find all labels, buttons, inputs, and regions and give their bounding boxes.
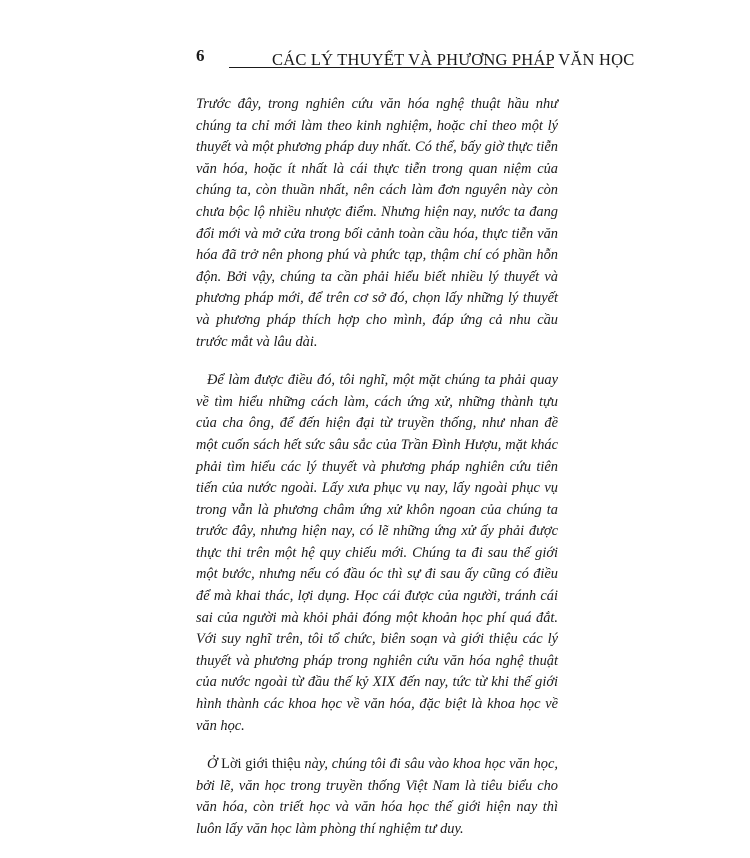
- paragraph-3-emphasis: Lời giới thiệu: [221, 756, 301, 773]
- header-rule: [229, 67, 554, 68]
- paragraph-3-prefix: Ở: [207, 756, 222, 773]
- paragraph-1: Trước đây, trong nghiên cứu văn hóa nghệ thuật hầu như chúng ta chỉ mới làm theo kinh nghiệm, hoặc chỉ theo một lý thuyết và một phương pháp duy nhất. Có thể, bấy giờ thực tiễn văn hóa, hoặc ít nhất là cái thực tiễn trong quan niệm của chúng ta, còn thuần nhất, nên cách làm đơn nguyên này còn chưa bộc lộ nhiều nhược điểm. Nhưng hiện nay, nước ta đang đổi mới và mở cửa trong bối cảnh toàn cầu hóa, thực tiễn văn hóa đã trở nên phong phú và phức tạp, thậm chí có phần hỗn độn. Bởi vậy, chúng ta cần phải hiểu biết nhiều lý thuyết và phương pháp mới, để trên cơ sở đó, chọn lấy những lý thuyết và phương pháp thích hợp cho mình, đáp ứng cả nhu cầu trước mắt và lâu dài.: [196, 96, 558, 350]
- page-number: 6: [196, 46, 205, 65]
- body-text: [196, 94, 558, 858]
- paragraph-2: Để làm được điều đó, tôi nghĩ, một mặt chúng ta phải quay về tìm hiểu những cách làm, cách ứng xử, những thành tựu của cha ông, để đến hiện đại từ truyền thống, như nhan đề một cuốn sách hết sức sâu sắc của Trần Đình Hượu, mặt khác phải tìm hiểu các lý thuyết và phương pháp nghiên cứu tiên tiến của nước ngoài. Lấy xưa phục vụ nay, lấy ngoài phục vụ trong vẫn là phương châm ứng xử khôn ngoan của chúng ta trước đây, nhưng hiện nay, có lẽ những ứng xử ấy phải được thực thi trên một hệ quy chiếu mới. Chúng ta đi sau thế giới một bước, nhưng nếu có đầu óc thì sự đi sau ấy cũng có điều để mà khai thác, lợi dụng. Học cái được của người, tránh cái sai của người mà khỏi phải đóng một khoản học phí quá đắt. Với suy nghĩ trên, tôi tổ chức, biên soạn và giới thiệu các lý thuyết và phương pháp trong nghiên cứu văn hóa nghệ thuật của nước ngoài từ đầu thế kỷ XIX đến nay, tức từ khi thế giới hình thành các khoa học về văn hóa, đặc biệt là khoa học về văn học.: [196, 372, 558, 734]
- running-header-title: CÁC LÝ THUYẾT VÀ PHƯƠNG PHÁP VĂN HỌC: [272, 50, 635, 69]
- paragraph-3-rest: này, chúng tôi đi sâu vào khoa học văn học, bởi lẽ, văn học trong truyền thống Việt Nam là tiêu biểu cho văn hóa, còn triết học và văn hóa học thế giới hiện nay thì luôn lấy văn học làm phòng thí nghiệm tư duy.: [196, 756, 558, 837]
- paragraph-3: [196, 754, 558, 840]
